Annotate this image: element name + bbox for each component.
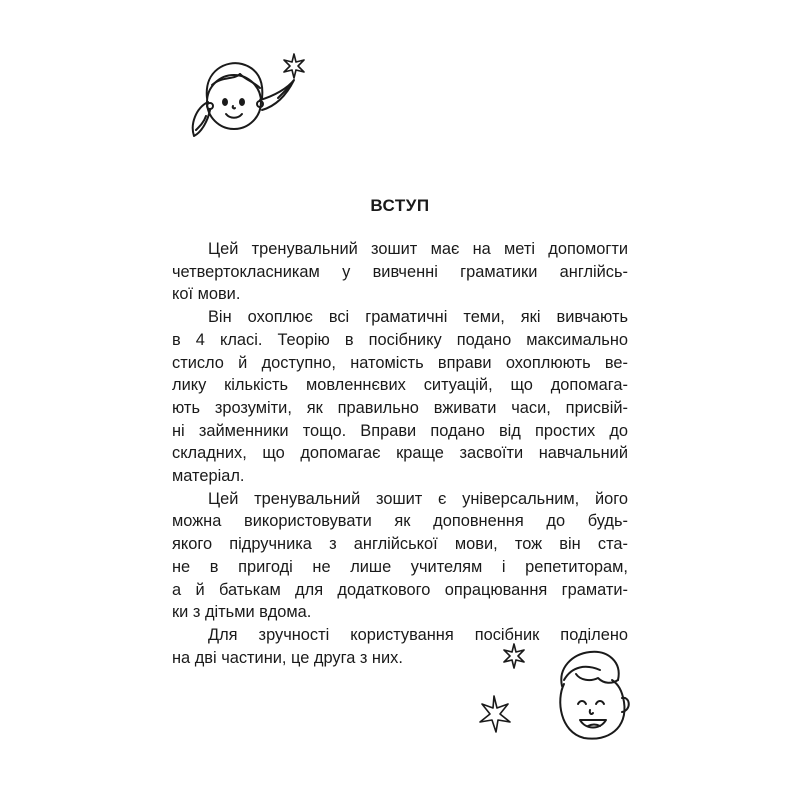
paragraph [172, 306, 628, 488]
text-line: четвертокласникам у вивченні граматики англійсь- [172, 262, 628, 281]
paragraph [172, 238, 628, 306]
text-line: на дві частини, це друга з них. [172, 648, 403, 667]
text-line: якого підручника з англійської мови, тож він ста- [172, 535, 628, 554]
text-line: ють зрозуміти, як правильно вживати часи, присвій- [172, 398, 628, 417]
text-line: ні займенники тощо. Вправи подано від простих до [172, 421, 628, 440]
intro-text [172, 238, 628, 669]
paragraph [172, 488, 628, 624]
star-icon [504, 644, 524, 668]
text-line: кої мови. [172, 285, 241, 304]
text-line: складних, що допомагає краще засвоїти навчальний [172, 444, 628, 463]
text-line: а й батькам для додаткового опрацювання грамати- [172, 580, 628, 599]
boy-face-illustration [472, 640, 634, 752]
text-line: стисло й доступно, натомість вправи охоплюють ве- [172, 353, 628, 372]
text-line: ки з дітьми вдома. [172, 603, 312, 622]
girl-face-illustration [182, 40, 314, 152]
star-icon [480, 696, 510, 732]
text-line: Він охоплює всі граматичні теми, які вивчають [208, 308, 628, 327]
text-line: лику кількість мовленнєвих ситуацій, що допомага- [172, 376, 628, 395]
text-line: не в пригоді не лише учителям і репетиторам, [172, 557, 628, 576]
text-line: Для зручності користування посібник поділено [208, 625, 628, 644]
text-line: в 4 класі. Теорію в посібнику подано максимально [172, 330, 628, 349]
page-title: ВСТУП [370, 196, 430, 215]
star-icon [284, 54, 304, 78]
text-line: Цей тренувальний зошит має на меті допомогти [208, 240, 628, 258]
text-line: матеріал. [172, 467, 245, 486]
text-line: Цей тренувальний зошит є універсальним, його [208, 489, 628, 508]
text-line: можна використовувати як доповнення до будь- [172, 512, 628, 531]
